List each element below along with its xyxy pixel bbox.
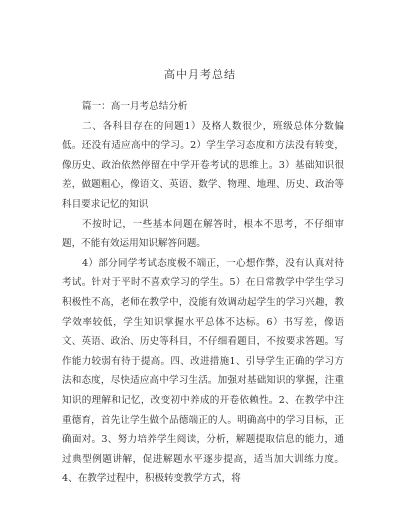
section-heading: 篇一：高一月考总结分析 [82, 101, 188, 112]
document-body [62, 97, 344, 489]
paragraph-2: 不按时记，一些基本问题在解答时，根本不思考，不仔细审题，不能有效运用知识解答问题。 [62, 218, 344, 250]
paragraph-3: 4）部分同学考试态度极不端正，一心想作弊，没有认真对待考试。针对于平时不喜欢学习的学生。5）在日常教学中学生学习积极性不高，老师在教学中，没能有效调动起学生的学习兴趣，教学效率较低，学生知识掌握水平总体不达标。6）书写差，像语文、英语、政治、历史等科目，不仔细看题目，不按要求答题。写作能力较弱有待于提高。四、改进措施1、引导学生正确的学习方法和态度，尽快适应高中学习生活。加强对基础知识的掌握，注重知识的理解和记忆，改变初中养成的开卷依赖性。2、在教学中注重德育，首先让学生做个品德端正的人。明确高中的学习目标，正确面对。3、努力培养学生阅读，分析，解题提取信息的能力，通过典型例题讲解，促进解题水平逐步提高，适当加大训练力度。4、在教学过程中，积极转变教学方式，将 [62, 257, 344, 485]
document-title: 高中月考总结 [164, 68, 236, 81]
paragraph-1: 二、各科目存在的问题1）及格人数很少，班级总体分数偏低。还没有适应高中的学习。2）学生学习态度和方法没有转变，像历史、政治依然停留在中学开卷考试的思维上。3）基础知识很差，做题粗心，像语文、英语、数学、物理、地理、历史、政治等科目要求记忆的知识 [62, 120, 344, 210]
